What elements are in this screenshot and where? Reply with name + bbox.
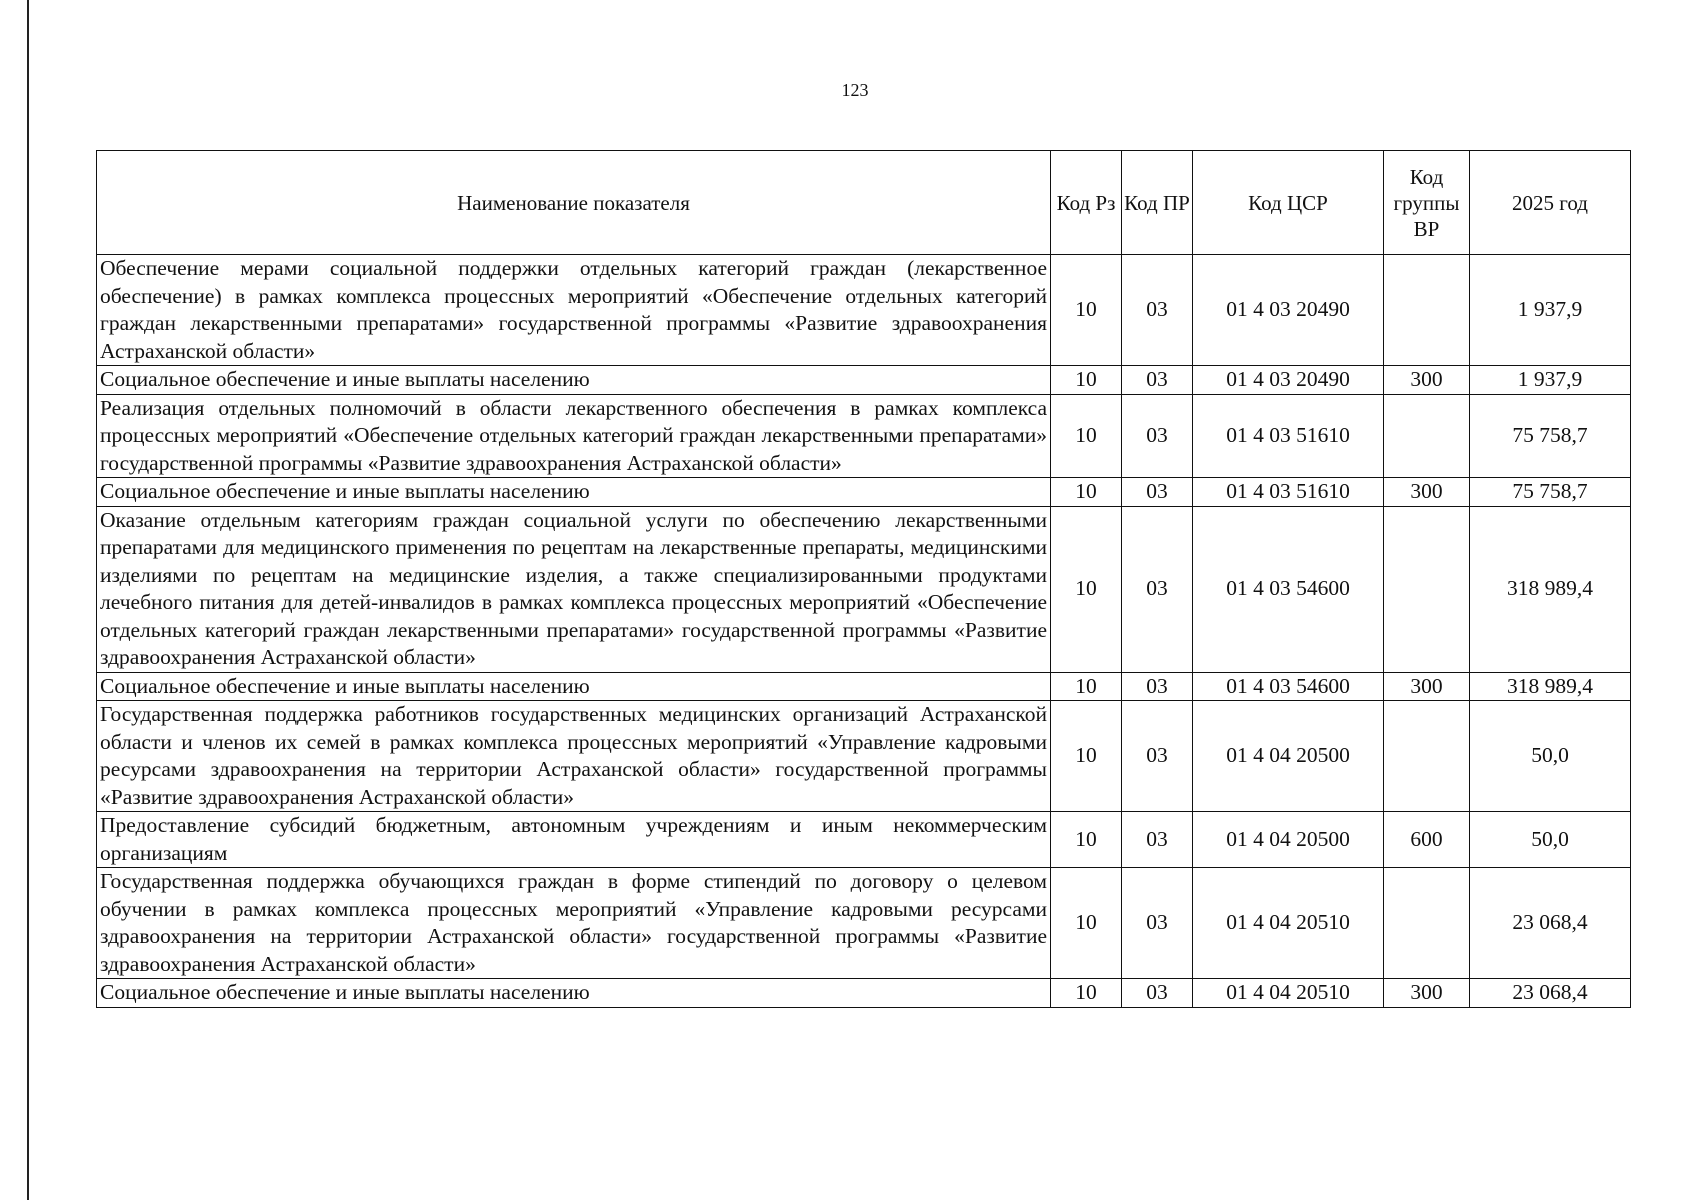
row-csr: 01 4 03 51610 [1193, 478, 1384, 507]
row-name: Социальное обеспечение и иные выплаты населению [97, 979, 1051, 1008]
header-year: 2025 год [1470, 151, 1631, 255]
row-value: 75 758,7 [1470, 394, 1631, 478]
row-vr [1384, 868, 1470, 979]
row-name: Государственная поддержка работников государственных медицинских организаций Астраханской области и членов их семей в рамках комплекса процессных мероприятий «Управление кадровыми ресурсами здравоохранения на территории Астраханской области» государственной программы «Развитие здравоохранения Астраханской области» [97, 701, 1051, 812]
row-csr: 01 4 03 54600 [1193, 506, 1384, 672]
row-csr: 01 4 04 20510 [1193, 979, 1384, 1008]
header-pr: Код ПР [1122, 151, 1193, 255]
table-row [97, 255, 1631, 366]
row-pr: 03 [1122, 506, 1193, 672]
table-row [97, 394, 1631, 478]
scan-margin-line [27, 0, 29, 1200]
row-name: Обеспечение мерами социальной поддержки отдельных категорий граждан (лекарственное обеспечение) в рамках комплекса процессных мероприятий «Обеспечение отдельных категорий граждан лекарственными препаратами» государственной программы «Развитие здравоохранения Астраханской области» [97, 255, 1051, 366]
row-name: Реализация отдельных полномочий в области лекарственного обеспечения в рамках комплекса процессных мероприятий «Обеспечение отдельных категорий граждан лекарственными препаратами» государственной программы «Развитие здравоохранения Астраханской области» [97, 394, 1051, 478]
row-value: 318 989,4 [1470, 672, 1631, 701]
row-vr [1384, 701, 1470, 812]
table-row [97, 701, 1631, 812]
table-row [97, 366, 1631, 395]
table-row [97, 478, 1631, 507]
row-pr: 03 [1122, 979, 1193, 1008]
row-value: 75 758,7 [1470, 478, 1631, 507]
row-pr: 03 [1122, 255, 1193, 366]
row-value: 50,0 [1470, 701, 1631, 812]
row-value: 50,0 [1470, 812, 1631, 868]
row-csr: 01 4 03 20490 [1193, 366, 1384, 395]
row-csr: 01 4 04 20500 [1193, 701, 1384, 812]
row-value: 1 937,9 [1470, 366, 1631, 395]
table-header-row [97, 151, 1631, 255]
header-rz: Код Рз [1051, 151, 1122, 255]
row-pr: 03 [1122, 701, 1193, 812]
row-rz: 10 [1051, 394, 1122, 478]
row-vr: 300 [1384, 672, 1470, 701]
table-row [97, 812, 1631, 868]
row-vr: 300 [1384, 366, 1470, 395]
row-rz: 10 [1051, 366, 1122, 395]
row-pr: 03 [1122, 394, 1193, 478]
row-pr: 03 [1122, 672, 1193, 701]
row-rz: 10 [1051, 868, 1122, 979]
row-pr: 03 [1122, 478, 1193, 507]
row-rz: 10 [1051, 255, 1122, 366]
row-name: Социальное обеспечение и иные выплаты населению [97, 478, 1051, 507]
table-row [97, 868, 1631, 979]
row-name: Государственная поддержка обучающихся граждан в форме стипендий по договору о целевом обучении в рамках комплекса процессных мероприятий «Управление кадровыми ресурсами здравоохранения на территории Астраханской области» государственной программы «Развитие здравоохранения Астраханской области» [97, 868, 1051, 979]
table-row [97, 979, 1631, 1008]
table-row [97, 506, 1631, 672]
row-rz: 10 [1051, 672, 1122, 701]
row-vr [1384, 506, 1470, 672]
row-pr: 03 [1122, 812, 1193, 868]
row-pr: 03 [1122, 366, 1193, 395]
row-rz: 10 [1051, 979, 1122, 1008]
row-pr: 03 [1122, 868, 1193, 979]
row-rz: 10 [1051, 506, 1122, 672]
header-vr: Код группы ВР [1384, 151, 1470, 255]
page-number: 123 [841, 80, 869, 100]
row-value: 1 937,9 [1470, 255, 1631, 366]
row-name: Социальное обеспечение и иные выплаты населению [97, 672, 1051, 701]
row-vr [1384, 255, 1470, 366]
header-name: Наименование показателя [97, 151, 1051, 255]
row-name: Социальное обеспечение и иные выплаты населению [97, 366, 1051, 395]
row-csr: 01 4 03 20490 [1193, 255, 1384, 366]
row-rz: 10 [1051, 478, 1122, 507]
row-rz: 10 [1051, 701, 1122, 812]
row-csr: 01 4 03 54600 [1193, 672, 1384, 701]
row-vr: 300 [1384, 478, 1470, 507]
row-name: Предоставление субсидий бюджетным, автономным учреждениям и иным некоммерческим организациям [97, 812, 1051, 868]
row-vr [1384, 394, 1470, 478]
row-name: Оказание отдельным категориям граждан социальной услуги по обеспечению лекарственными препаратами для медицинского применения по рецептам на лекарственные препараты, медицинскими изделиями по рецептам на медицинские изделия, а также специализированными продуктами лечебного питания для детей-инвалидов в рамках комплекса процессных мероприятий «Обеспечение отдельных категорий граждан лекарственными препаратами» государственной программы «Развитие здравоохранения Астраханской области» [97, 506, 1051, 672]
row-value: 23 068,4 [1470, 979, 1631, 1008]
row-csr: 01 4 04 20500 [1193, 812, 1384, 868]
row-vr: 300 [1384, 979, 1470, 1008]
row-value: 23 068,4 [1470, 868, 1631, 979]
row-csr: 01 4 03 51610 [1193, 394, 1384, 478]
table-row [97, 672, 1631, 701]
row-vr: 600 [1384, 812, 1470, 868]
row-rz: 10 [1051, 812, 1122, 868]
row-csr: 01 4 04 20510 [1193, 868, 1384, 979]
header-csr: Код ЦСР [1193, 151, 1384, 255]
row-value: 318 989,4 [1470, 506, 1631, 672]
budget-table [96, 150, 1631, 1008]
